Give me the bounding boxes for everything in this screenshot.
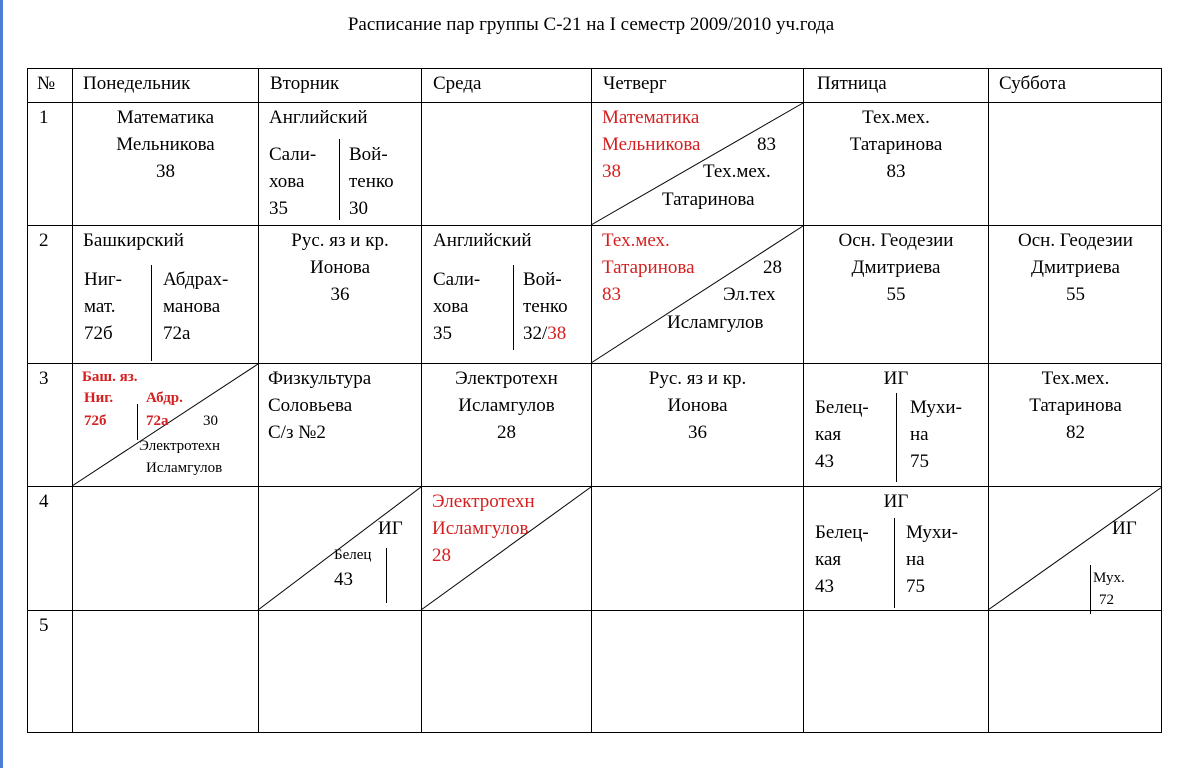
row-number: 1 (39, 107, 49, 128)
row-number: 5 (39, 615, 49, 636)
room-right (523, 320, 566, 347)
header-friday: Пятница (817, 73, 887, 94)
teacher-right: на (910, 424, 929, 445)
teacher-left: Белец- (815, 397, 869, 418)
room-left: 43 (815, 451, 834, 472)
subject-top: Баш. яз. (82, 369, 138, 385)
teacher-left: Ниг- (84, 269, 123, 290)
teacher-left: Сали- (269, 144, 317, 165)
page-title: Расписание пар группы С-21 на I семестр 2009/2010 уч.года (347, 14, 835, 35)
subject: Электротехн (432, 491, 535, 512)
room: 55 (886, 284, 906, 305)
teacher-right: на (906, 549, 925, 570)
room: 72 (1099, 592, 1114, 608)
room-left: 43 (815, 576, 834, 597)
subject: Тех.мех. (1041, 368, 1110, 389)
room-left: 72б (84, 323, 113, 344)
teacher: Ионова (309, 257, 371, 278)
teacher: Дмитриева (851, 257, 941, 278)
teacher-right: Вой- (523, 269, 562, 290)
subject: Физкультура (268, 368, 372, 389)
room: 36 (688, 422, 707, 443)
header-number: № (37, 73, 56, 94)
room-bottom: 30 (203, 413, 218, 429)
teacher: Дмитриева (1031, 257, 1120, 278)
teacher-right: тенко (523, 296, 568, 317)
row-number: 2 (39, 230, 49, 251)
teacher: Мельникова (116, 134, 215, 155)
subject: Рус. яз и кр. (291, 230, 389, 251)
room: 28 (497, 422, 516, 443)
teacher-top: Мельникова (602, 134, 701, 155)
room: 28 (432, 545, 451, 566)
room-right: 30 (349, 198, 368, 219)
room: 36 (330, 284, 350, 305)
teacher-left: мат. (84, 296, 116, 317)
room: С/з №2 (268, 422, 326, 443)
subject: Английский (433, 230, 532, 251)
teacher-left: Белец- (815, 522, 869, 543)
teacher-top: Татаринова (602, 257, 695, 278)
teacher: Белец (334, 547, 372, 563)
subject: ИГ (883, 368, 909, 389)
teacher-right: Мухи- (910, 397, 962, 418)
teacher-right: тенко (349, 171, 394, 192)
room-bottom: 28 (763, 257, 782, 278)
room: 82 (1066, 422, 1085, 443)
subject: ИГ (883, 491, 909, 512)
row-number: 3 (39, 368, 49, 389)
subject-bottom: Эл.тех (723, 284, 776, 305)
subject-top: Тех.мех. (602, 230, 670, 251)
room-right: 72а (163, 323, 191, 344)
header-wednesday: Среда (433, 73, 482, 94)
teacher-right: Абдрах- (163, 269, 229, 290)
room-right-alt: 38 (547, 323, 567, 344)
subject: Английский (269, 107, 368, 128)
teacher: Ионова (667, 395, 728, 416)
subject: Электротехн (455, 368, 558, 389)
room-top-left: 72б (84, 413, 107, 429)
subject: ИГ (378, 518, 403, 539)
room: 55 (1066, 284, 1085, 305)
room-right-main: 32/ (523, 323, 548, 344)
teacher-right: Вой- (349, 144, 388, 165)
subject: Башкирский (83, 230, 184, 251)
room: 38 (156, 161, 175, 182)
teacher: Соловьева (268, 395, 353, 416)
row-number: 4 (39, 491, 49, 512)
header-saturday: Суббота (999, 73, 1067, 94)
header-thursday: Четверг (603, 73, 667, 94)
room-top: 83 (602, 284, 621, 305)
subject: Тех.мех. (862, 107, 930, 128)
room: 43 (334, 569, 353, 590)
teacher-right: Мухи- (906, 522, 958, 543)
room-right: 75 (906, 576, 925, 597)
subject: Осн. Геодезии (838, 230, 954, 251)
teacher: Исламгулов (458, 395, 555, 416)
subject: Рус. яз и кр. (648, 368, 747, 389)
header-tuesday: Вторник (270, 73, 340, 94)
subject: Осн. Геодезии (1018, 230, 1133, 251)
teacher-bottom: Татаринова (662, 189, 755, 210)
teacher-right: манова (163, 296, 221, 317)
teacher: Мух. (1093, 570, 1125, 586)
teacher-bottom: Исламгулов (667, 312, 764, 333)
teacher-left: кая (815, 424, 842, 445)
teacher-left: кая (815, 549, 842, 570)
subject: ИГ (1112, 518, 1137, 539)
subject-top: Математика (602, 107, 700, 128)
teacher: Татаринова (1029, 395, 1122, 416)
room: 83 (886, 161, 906, 182)
room-top: 38 (602, 161, 621, 182)
teacher-left: Сали- (433, 269, 481, 290)
subject: Математика (116, 107, 215, 128)
teacher-bottom: Исламгулов (146, 460, 223, 476)
teacher: Исламгулов (432, 518, 529, 539)
room-right: 75 (910, 451, 929, 472)
room-top-right: 72а (146, 413, 169, 429)
teacher-top-left: Ниг. (84, 390, 114, 406)
teacher-left: хова (433, 296, 469, 317)
header-monday: Понедельник (83, 73, 191, 94)
room-bottom: 83 (757, 134, 776, 155)
subject-bottom: Электротехн (139, 438, 221, 454)
subject-bottom: Тех.мех. (703, 161, 771, 182)
room-left: 35 (269, 198, 288, 219)
teacher-left: хова (269, 171, 305, 192)
teacher-top-right: Абдр. (146, 390, 183, 406)
room-left: 35 (433, 323, 452, 344)
teacher: Татаринова (849, 134, 943, 155)
